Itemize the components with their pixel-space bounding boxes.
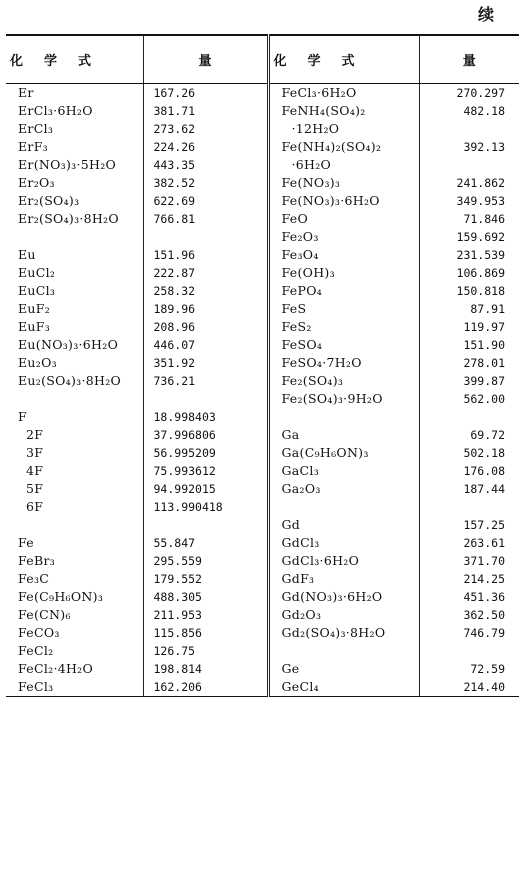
mass-cell: 179.552 [143,570,268,588]
formula-cell: ·6H₂O [268,156,419,174]
mass-cell: 273.62 [143,120,268,138]
header-formula-left: 化 学 式 [6,35,143,83]
mass-cell: 241.862 [419,174,519,192]
mass-cell: 482.18 [419,102,519,120]
formula-cell: FeCl₃·6H₂O [268,83,419,102]
mass-cell [419,120,519,138]
table-row [6,336,519,354]
table-row [6,660,519,678]
mass-cell: 151.90 [419,336,519,354]
mass-cell: 295.559 [143,552,268,570]
mass-cell [143,228,268,246]
formula-cell: GaCl₃ [268,462,419,480]
mass-cell: 371.70 [419,552,519,570]
table-row [6,552,519,570]
table-row [6,588,519,606]
formula-cell: 5F [26,480,44,496]
formula-cell: Gd(NO₃)₃·6H₂O [268,588,419,606]
mass-cell: 263.61 [419,534,519,552]
formula-cell: Fe₃C [18,570,50,586]
formula-cell: 3F [26,444,44,460]
mass-cell: 381.71 [143,102,268,120]
mass-cell: 189.96 [143,300,268,318]
mass-cell: 222.87 [143,264,268,282]
table-row [6,462,519,480]
formula-cell: Er₂(SO₄)₃ [18,192,80,208]
table-row [6,426,519,444]
mass-cell: 736.21 [143,372,268,390]
mass-cell: 258.32 [143,282,268,300]
mass-cell: 18.998403 [143,408,268,426]
mass-cell: 198.814 [143,660,268,678]
mass-cell: 211.953 [143,606,268,624]
mass-cell: 187.44 [419,480,519,498]
formula-cell: Fe(C₉H₆ON)₃ [18,588,104,604]
table-row [6,120,519,138]
table-row [6,480,519,498]
formula-cell: 4F [26,462,44,478]
mass-cell: 766.81 [143,210,268,228]
table-row [6,516,519,534]
mass-cell: 488.305 [143,588,268,606]
mass-cell: 224.26 [143,138,268,156]
formula-cell: ErCl₃·6H₂O [18,102,93,118]
mass-cell: 562.00 [419,390,519,408]
header-mass-right: 量 [419,35,519,83]
formula-cell: Fe₂(SO₄)₃ [268,372,419,390]
mass-cell: 151.96 [143,246,268,264]
formula-cell: Er(NO₃)₃·5H₂O [18,156,117,172]
formula-cell: Fe₂(SO₄)₃·9H₂O [268,390,419,408]
continued-label: 续 [477,5,495,24]
header-row [6,35,519,83]
mass-cell: 126.75 [143,642,268,660]
formula-cell: FeS [268,300,419,318]
table-row [6,228,519,246]
bottom-rule [6,696,519,701]
formula-cell: Gd₂(SO₄)₃·8H₂O [268,624,419,642]
table-row [6,444,519,462]
formula-cell: Gd [268,516,419,534]
formula-cell [6,390,143,408]
formula-cell: FeNH₄(SO₄)₂ [268,102,419,120]
formula-cell: EuCl₂ [18,264,56,280]
formula-cell: Er₂(SO₄)₃·8H₂O [18,210,119,226]
formula-cell: FeO [268,210,419,228]
formula-cell: Fe [18,534,34,550]
mass-cell: 176.08 [419,462,519,480]
formula-cell: Fe(NO₃)₃·6H₂O [268,192,419,210]
formula-cell: EuF₃ [18,318,51,334]
formula-cell [6,516,143,534]
table-row [6,570,519,588]
mass-cell: 119.97 [419,318,519,336]
mass-cell: 443.35 [143,156,268,174]
formula-cell: 2F [26,426,44,442]
formula-cell [6,228,143,246]
table-row [6,102,519,120]
mass-cell: 382.52 [143,174,268,192]
mass-cell: 162.206 [143,678,268,697]
mass-cell: 87.91 [419,300,519,318]
table-row [6,678,519,697]
mass-cell: 150.818 [419,282,519,300]
table-row [6,642,519,660]
mass-cell: 69.72 [419,426,519,444]
mass-cell: 270.297 [419,83,519,102]
table-row [6,264,519,282]
table-row [6,498,519,516]
mass-cell: 157.25 [419,516,519,534]
formula-cell: EuCl₃ [18,282,56,298]
formula-cell: FeS₂ [268,318,419,336]
formula-cell: Ga [268,426,419,444]
formula-cell: FeCl₂·4H₂O [18,660,94,676]
mass-cell: 362.50 [419,606,519,624]
formula-cell: FeSO₄·7H₂O [268,354,419,372]
formula-cell: Fe(OH)₃ [268,264,419,282]
table-row [6,354,519,372]
mass-cell: 208.96 [143,318,268,336]
table-row [6,300,519,318]
mass-cell [143,516,268,534]
formula-cell: FeCl₂ [18,642,54,658]
formula-cell: EuF₂ [18,300,51,316]
mass-cell: 451.36 [419,588,519,606]
mass-cell: 37.996806 [143,426,268,444]
formula-cell: F [18,408,27,424]
formula-cell [268,408,419,426]
mass-cell: 167.26 [143,83,268,102]
mass-cell: 113.990418 [143,498,268,516]
mass-cell: 94.992015 [143,480,268,498]
mass-cell: 214.40 [419,678,519,697]
table-row [6,534,519,552]
mass-cell: 392.13 [419,138,519,156]
formula-cell: FePO₄ [268,282,419,300]
mass-cell [419,156,519,174]
table-row [6,624,519,642]
formula-cell [268,642,419,660]
table-row [6,174,519,192]
formula-cell: Ga(C₉H₆ON)₃ [268,444,419,462]
mass-cell [419,498,519,516]
mass-cell: 446.07 [143,336,268,354]
mass-cell: 75.993612 [143,462,268,480]
mass-cell: 115.856 [143,624,268,642]
table-row [6,156,519,174]
formula-cell: Eu [18,246,36,262]
formula-cell: 6F [26,498,44,514]
formula-cell: Gd₂O₃ [268,606,419,624]
table-row [6,318,519,336]
mass-cell: 622.69 [143,192,268,210]
formula-cell: FeCl₃ [18,678,54,694]
mass-cell: 214.25 [419,570,519,588]
mass-cell [419,408,519,426]
formula-cell: Eu(NO₃)₃·6H₂O [18,336,119,352]
header-formula-right: 化 学 式 [268,35,419,83]
formula-cell: ·12H₂O [268,120,419,138]
formula-cell: Fe(NH₄)₂(SO₄)₂ [268,138,419,156]
formula-cell: Fe₂O₃ [268,228,419,246]
formula-cell: FeSO₄ [268,336,419,354]
formula-cell: GdCl₃ [268,534,419,552]
table-row [6,390,519,408]
mass-cell: 71.846 [419,210,519,228]
header-mass-left: 量 [143,35,268,83]
table-row [6,138,519,156]
formula-cell: Fe(CN)₆ [18,606,71,622]
table-row [6,372,519,390]
formula-cell: GdCl₃·6H₂O [268,552,419,570]
formula-cell: Ge [268,660,419,678]
formula-cell: Fe(NO₃)₃ [268,174,419,192]
formula-cell: FeCO₃ [18,624,60,640]
table-row [6,246,519,264]
table-row [6,408,519,426]
mass-cell: 159.692 [419,228,519,246]
mass-cell: 746.79 [419,624,519,642]
mass-cell: 349.953 [419,192,519,210]
table-row [6,192,519,210]
mass-cell: 278.01 [419,354,519,372]
table-row [6,83,519,102]
mass-cell: 502.18 [419,444,519,462]
table-row [6,210,519,228]
formula-cell: ErF₃ [18,138,48,154]
formula-cell: Er [18,84,34,100]
formula-cell: Er₂O₃ [18,174,55,190]
formula-cell: Fe₃O₄ [268,246,419,264]
mass-cell: 231.539 [419,246,519,264]
mass-cell: 72.59 [419,660,519,678]
formula-cell: Eu₂(SO₄)₃·8H₂O [18,372,122,388]
formula-cell: ErCl₃ [18,120,54,136]
formula-cell: GdF₃ [268,570,419,588]
formula-cell: Eu₂O₃ [18,354,57,370]
formula-cell [268,498,419,516]
molar-mass-table [6,34,519,701]
mass-cell: 399.87 [419,372,519,390]
mass-cell [143,390,268,408]
mass-cell [419,642,519,660]
table-row [6,282,519,300]
mass-cell: 56.995209 [143,444,268,462]
formula-cell: FeBr₃ [18,552,56,568]
mass-cell: 351.92 [143,354,268,372]
formula-cell: Ga₂O₃ [268,480,419,498]
formula-cell: GeCl₄ [268,678,419,697]
table-row [6,606,519,624]
mass-cell: 55.847 [143,534,268,552]
mass-cell: 106.869 [419,264,519,282]
